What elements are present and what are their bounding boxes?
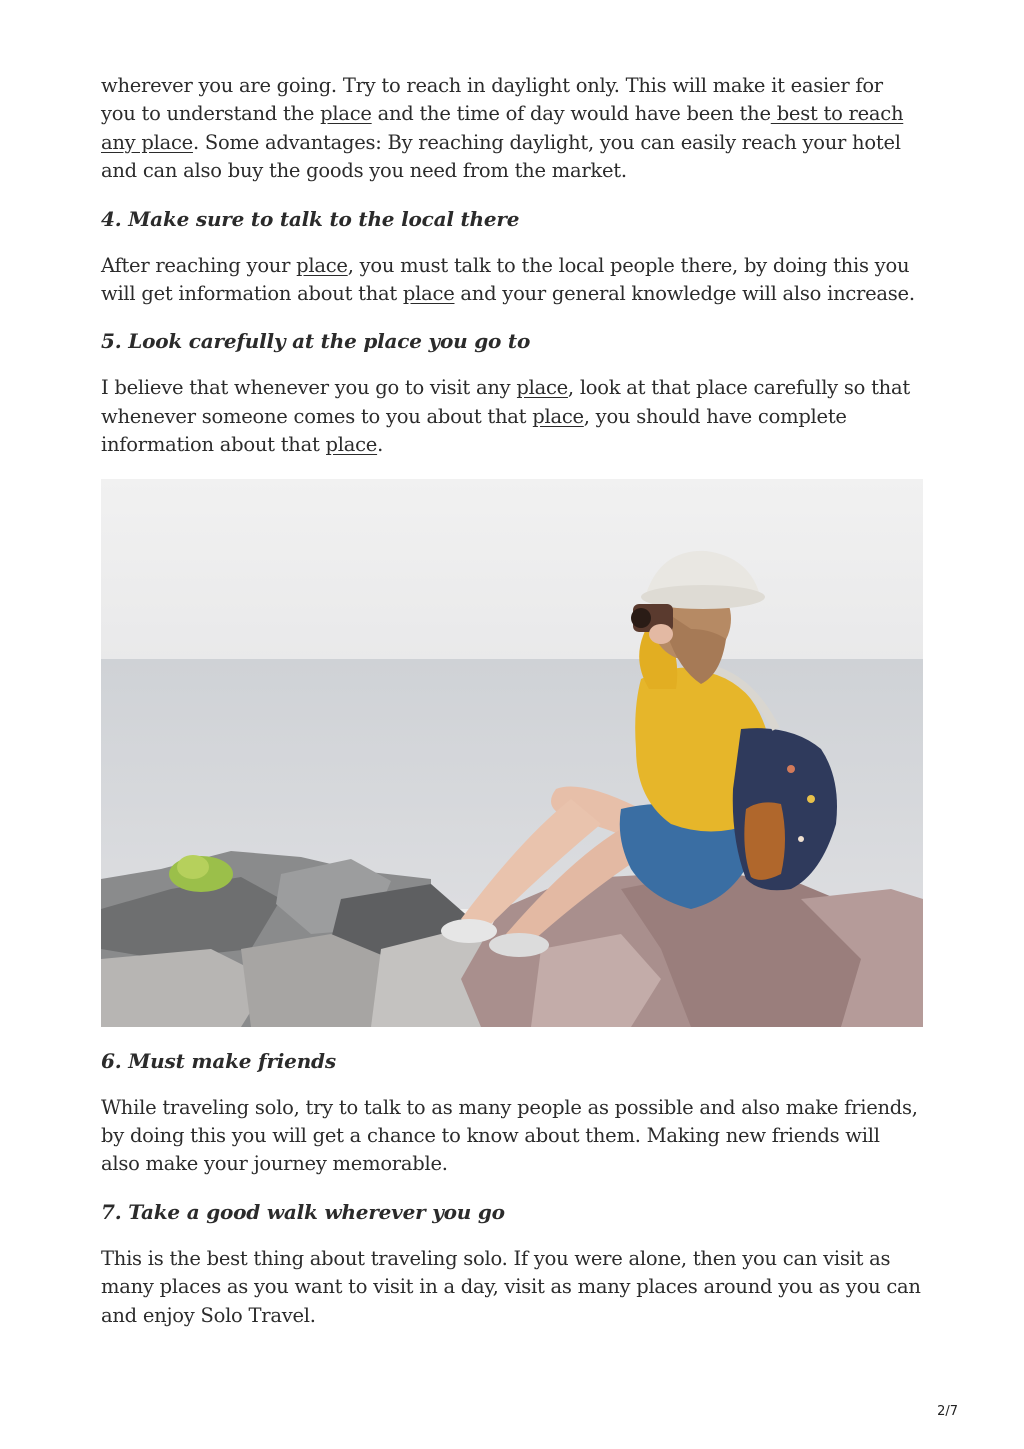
- section-4-text-1: After reaching your: [101, 253, 297, 277]
- best-to-reach-link[interactable]: best to reach any place: [101, 102, 904, 154]
- section-5-text-4: .: [377, 433, 384, 457]
- woman-photographing-sea-image: [101, 479, 923, 1027]
- place-link[interactable]: place: [325, 433, 378, 457]
- section-5-text-1: I believe that whenever you go to visit any: [101, 376, 517, 400]
- place-link[interactable]: place: [320, 102, 372, 126]
- section-4-text-2: , you must talk to the local people there, by doing this you will get information about that: [101, 253, 910, 306]
- intro-text-3: . Some advantages: By reaching daylight, you can easily reach your hotel and can also buy the goods you need from the market.: [101, 130, 901, 183]
- section-4-text-3: and your general knowledge will also increase.: [454, 282, 915, 306]
- intro-text-2: and the time of day would have been the: [371, 102, 771, 126]
- page-number: 2/7: [937, 1404, 958, 1419]
- section-5-paragraph: [101, 374, 923, 459]
- article-content: [101, 72, 923, 1349]
- section-7-heading: 7. Take a good walk wherever you go: [101, 1199, 505, 1224]
- intro-paragraph: [101, 72, 923, 186]
- place-link[interactable]: place: [532, 404, 584, 428]
- section-5-heading: 5. Look carefully at the place you go to: [101, 329, 531, 354]
- section-4-heading: 4. Make sure to talk to the local there: [101, 206, 520, 231]
- place-link[interactable]: place: [296, 253, 348, 277]
- place-link[interactable]: place: [516, 376, 568, 400]
- place-link[interactable]: place: [402, 282, 455, 306]
- section-7-paragraph: This is the best thing about traveling solo. If you were alone, then you can visit as many places as you want to visit in a day, visit as many places around you as you can and enjoy Solo Travel.: [101, 1246, 921, 1327]
- section-6-paragraph: While traveling solo, try to talk to as many people as possible and also make friends, by doing this you will get a chance to know about them. Making new friends will also make your journey memorable.: [101, 1095, 918, 1176]
- section-5-text-2: , look at that place carefully so that whenever someone comes to you about that: [101, 376, 910, 428]
- section-5-text-3: , you should have complete information about that: [101, 404, 847, 457]
- section-6-heading: 6. Must make friends: [101, 1048, 336, 1073]
- section-4-paragraph: [101, 252, 923, 309]
- intro-text-1: wherever you are going. Try to reach in daylight only. This will make it easier for you to understand the: [101, 74, 883, 126]
